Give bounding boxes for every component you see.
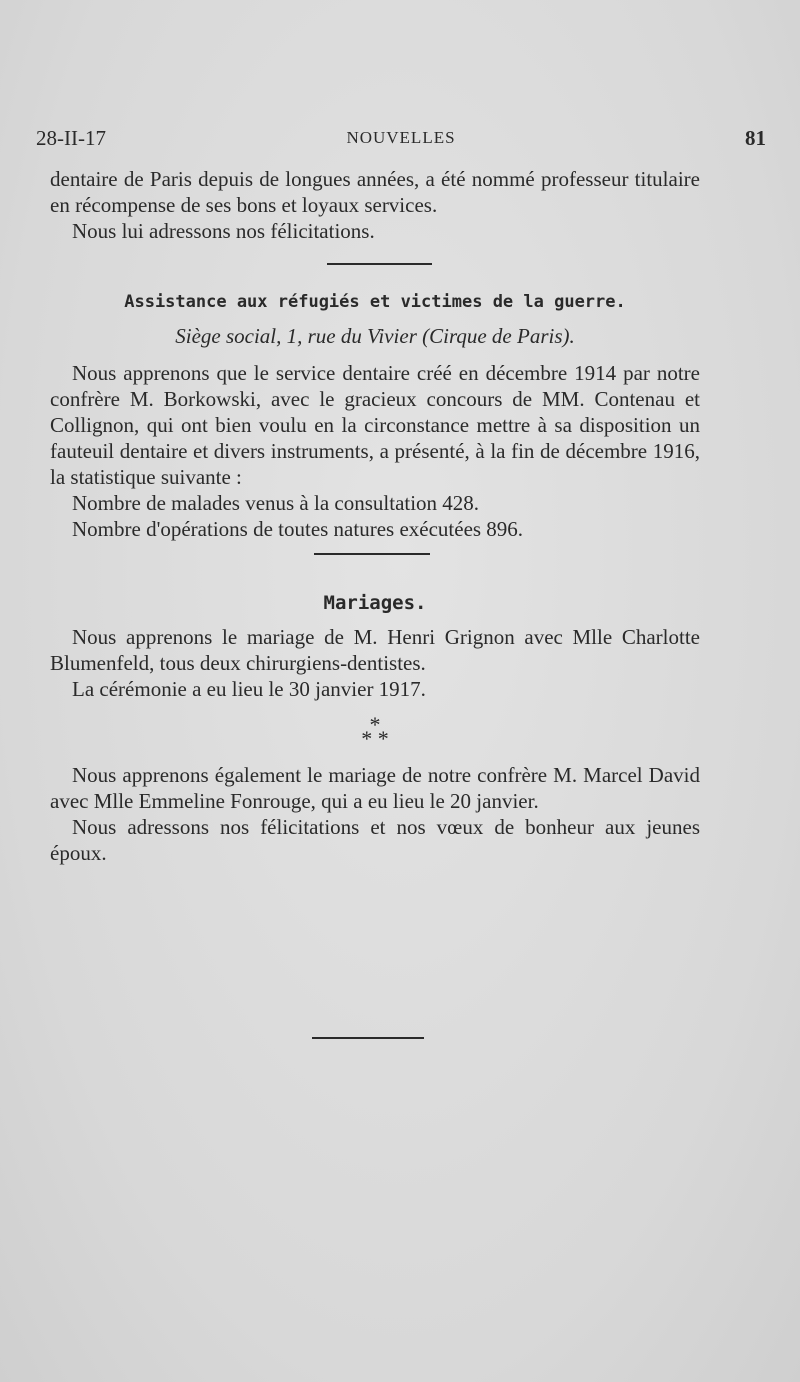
assistance-body — [50, 360, 700, 542]
felicitations: Nous adressons nos félicitations et nos vœux de bonheur aux jeunes époux. — [50, 815, 700, 865]
header-title: NOUVELLES — [346, 128, 456, 147]
mariage-date: La cérémonie a eu lieu le 30 janvier 1917. — [72, 677, 426, 701]
separator-rule-2 — [314, 553, 430, 555]
page-number: 81 — [745, 126, 766, 150]
closing-rule — [312, 1037, 424, 1039]
stat-patients: Nombre de malades venus à la consultation 428. — [72, 491, 480, 515]
intro-continuation: dentaire de Paris depuis de longues années, a été nommé professeur titulaire en récompense de ses bons et loyaux services. — [50, 167, 700, 217]
asterism: * * * — [361, 712, 389, 751]
mariages-body-2 — [50, 762, 700, 866]
intro-congrats: Nous lui adressons nos félicitations. — [72, 219, 375, 243]
assistance-paragraph: Nous apprenons que le service dentaire créé en décembre 1914 par notre confrère M. Borkowski, avec le gracieux concours de MM. Contenau et Collignon, qui ont bien voulu en la circonstance mettre à sa disposition un fauteuil dentaire et divers instruments, a présenté, à la fin de décembre 1916, la statistique suivante : — [50, 361, 700, 489]
header-date: 28-II-17 — [36, 126, 106, 150]
separator-rule-1 — [327, 263, 432, 265]
mariages-body-1 — [50, 624, 700, 702]
intro-block — [50, 166, 700, 244]
mariages-title: Mariages. — [323, 592, 427, 614]
running-header — [36, 126, 766, 156]
assistance-title: Assistance aux réfugiés et victimes de la guerre. — [124, 292, 626, 312]
assistance-subtitle: Siège social, 1, rue du Vivier (Cirque de Paris). — [175, 324, 575, 348]
mariage-david: Nous apprenons également le mariage de notre confrère M. Marcel David avec Mlle Emmeline Fonrouge, qui a eu lieu le 20 janvier. — [50, 763, 700, 813]
stat-operations: Nombre d'opérations de toutes natures exécutées 896. — [72, 517, 524, 541]
mariage-grignon: Nous apprenons le mariage de M. Henri Grignon avec Mlle Charlotte Blumenfeld, tous deux chirurgiens-dentistes. — [50, 625, 700, 675]
